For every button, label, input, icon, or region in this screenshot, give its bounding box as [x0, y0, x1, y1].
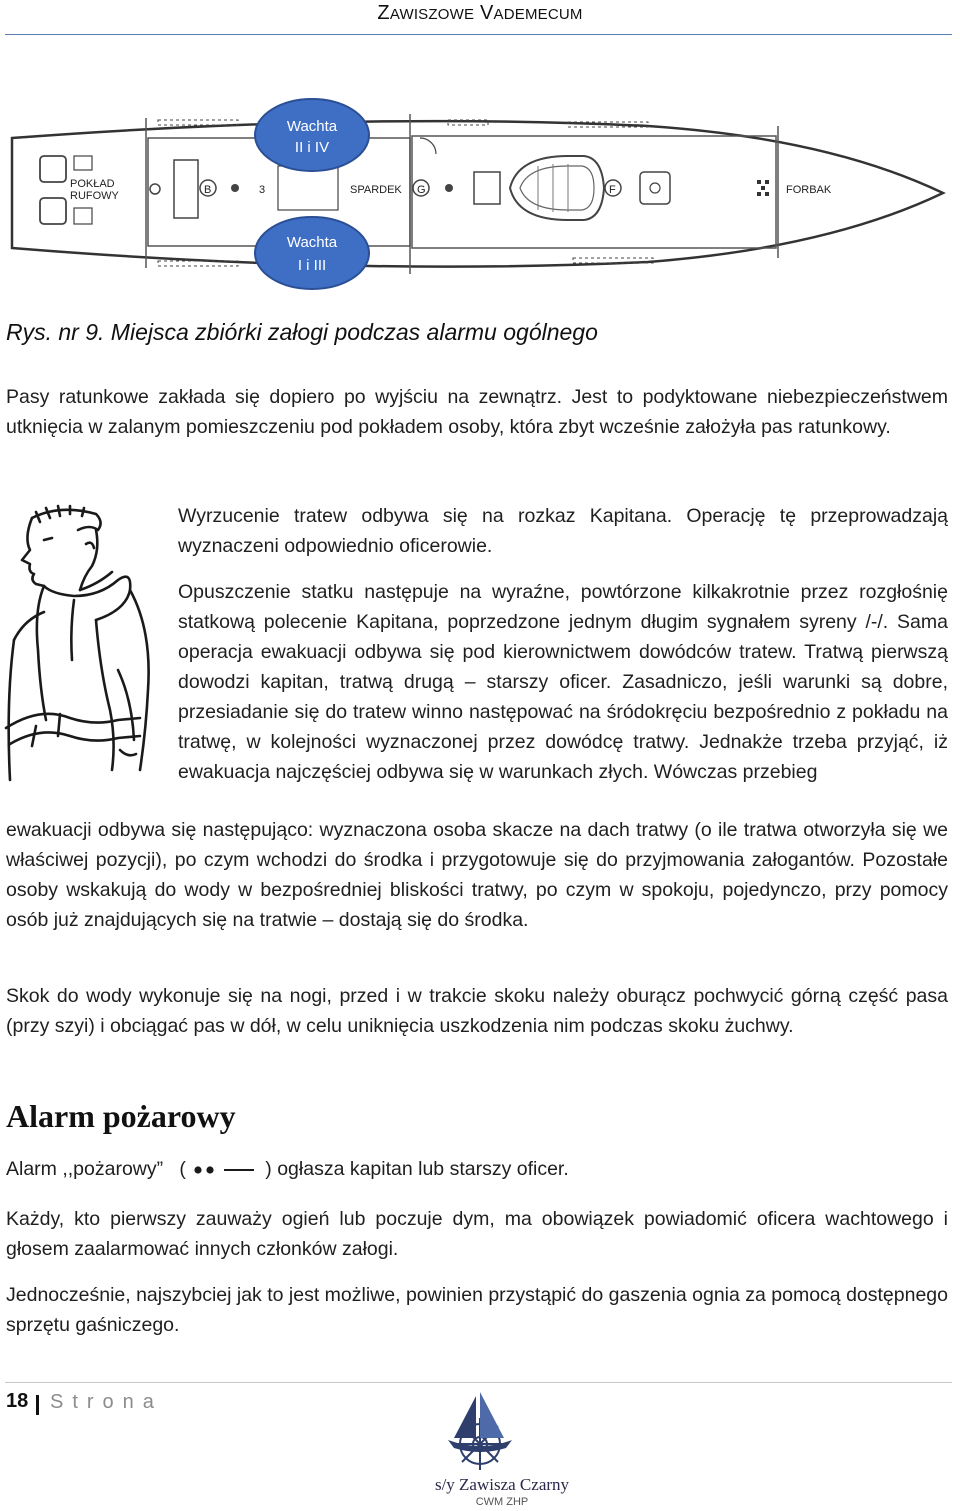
- ship-wheel-logo-icon: [440, 1390, 520, 1474]
- paragraph-abandon-ship-wrapped: Opuszczenie statku następuje na wyraźne, powtórzone kilkakrotnie przez rozgłośnię statkową polecenie Kapitana, poprzedzone jednym długim sygnałem syreny /-/. Sama operacja ewakuacji odbywa się pod kierownictwem dowódców tratew. Tratwą pierwszą dowodzi kapitan, tratwą drugą – starszy oficer. Zasadniczo, jeśli warunki są dobre, przesiadanie się do tratew winno następować na śródokręciu bezpośrednio z pokładu na tratwę, w kolejności wyznaczonej przez dowódcę tratwy. Jednakże trzeba przyjąć, iż ewakuacja najczęściej odbywa się w warunkach złych. Wówczas przebieg: [178, 581, 948, 783]
- marker-3-label: 3: [259, 184, 266, 196]
- ship-deck-diagram: [8, 98, 952, 294]
- mast-aft: [231, 184, 239, 192]
- title-initial-2: V: [479, 2, 494, 24]
- marker-f-label: F: [609, 184, 616, 196]
- figure-caption: Rys. nr 9. Miejsca zbiórki załogi podczas alarmu ogólnego: [6, 319, 598, 345]
- paragraph-liferafts: Wyrzucenie tratew odbywa się na rozkaz Kapitana. Operację tę przeprowadzają wyznaczeni odpowiednio oficerowie.: [178, 505, 948, 557]
- bow-label: FORBAK: [786, 184, 832, 196]
- page-header: [0, 0, 960, 36]
- bollard: [445, 184, 453, 192]
- title-initial-1: Z: [377, 2, 390, 24]
- life-jacket-illustration: [0, 500, 160, 790]
- logo-ship-name: s/y Zawisza Czarny: [434, 1475, 570, 1494]
- paragraph-notify-officer: Każdy, kto pierwszy zauważy ogień lub poczuje dym, ma obowiązek powiadomić oficera wachtowego i głosem zaalarmować innych członków załogi.: [6, 1208, 948, 1260]
- watch-top-line2: II i IV: [294, 139, 330, 156]
- title-rest-2: ADEMECUM: [493, 6, 583, 23]
- paragraph-life-jackets: Pasy ratunkowe zakłada się dopiero po wyjściu na zewnątrz. Jest to podyktowane niebezpieczeństwem utknięcia w zalanym pomieszczeniu pod pokładem osoby, która zbyt wcześnie założyła pas ratunkowy.: [6, 386, 948, 438]
- marker-b-label: B: [204, 184, 212, 196]
- logo-organization: CWM ZHP: [475, 1496, 529, 1508]
- mess-label: SPARDEK: [350, 184, 402, 196]
- signal-suffix: ) ogłasza kapitan lub starszy oficer.: [259, 1158, 569, 1180]
- paragraph-jump-technique: Skok do wody wykonuje się na nogi, przed i w trakcie skoku należy oburącz pochwycić górną część pasa (przy szyi) i obciągać pas w dół, w celu uniknięcia uszkodzenia nim podczas skoku żuchwy.: [6, 985, 948, 1037]
- watch-top-line1: Wachta: [286, 118, 338, 135]
- watch-bottom-line2: I i III: [297, 257, 327, 274]
- section-heading-fire-alarm: Alarm pożarowy: [6, 1098, 236, 1134]
- watch-top-marker: [255, 99, 369, 171]
- page-number: 18: [6, 1390, 29, 1412]
- document-title: [0, 2, 960, 25]
- signal-prefix: Alarm ,,pożarowy” (: [6, 1158, 186, 1180]
- footer-rule: [5, 1382, 952, 1383]
- stern-label-1: POKŁAD: [70, 178, 115, 190]
- signal-pattern-icon: [186, 1160, 260, 1180]
- watch-bottom-marker: [255, 217, 369, 289]
- page-number-divider: [36, 1395, 39, 1415]
- paragraph-abandon-ship-continued: ewakuacji odbywa się następująco: wyznaczona osoba skacze na dach tratwy (o ile tratwa otworzyła się we właściwej pozycji), po czym wchodzi do środka i przygotowuje się do przyjmowania załogantów. Pozostałe osoby wskakują do wody w bezpośredniej bliskości tratwy, po czym w spokoju, pojedynczo, przy pomocy osób już znajdujących się na tratwie – dostają się do środka.: [6, 819, 948, 931]
- title-rest-1: AWISZOWE: [389, 6, 475, 23]
- stern-label-2: RUFOWY: [70, 190, 119, 202]
- page-word: Strona: [50, 1391, 163, 1413]
- header-rule: [5, 34, 952, 35]
- marker-g-label: G: [417, 184, 426, 196]
- paragraph-extinguish: Jednocześnie, najszybciej jak to jest możliwe, powinien przystąpić do gaszenia ognia za pomocą dostępnego sprzętu gaśniczego.: [6, 1284, 948, 1336]
- fire-alarm-signal-line: [6, 1158, 569, 1181]
- watch-bottom-line1: Wachta: [286, 234, 338, 251]
- page-footer: [0, 1382, 960, 1511]
